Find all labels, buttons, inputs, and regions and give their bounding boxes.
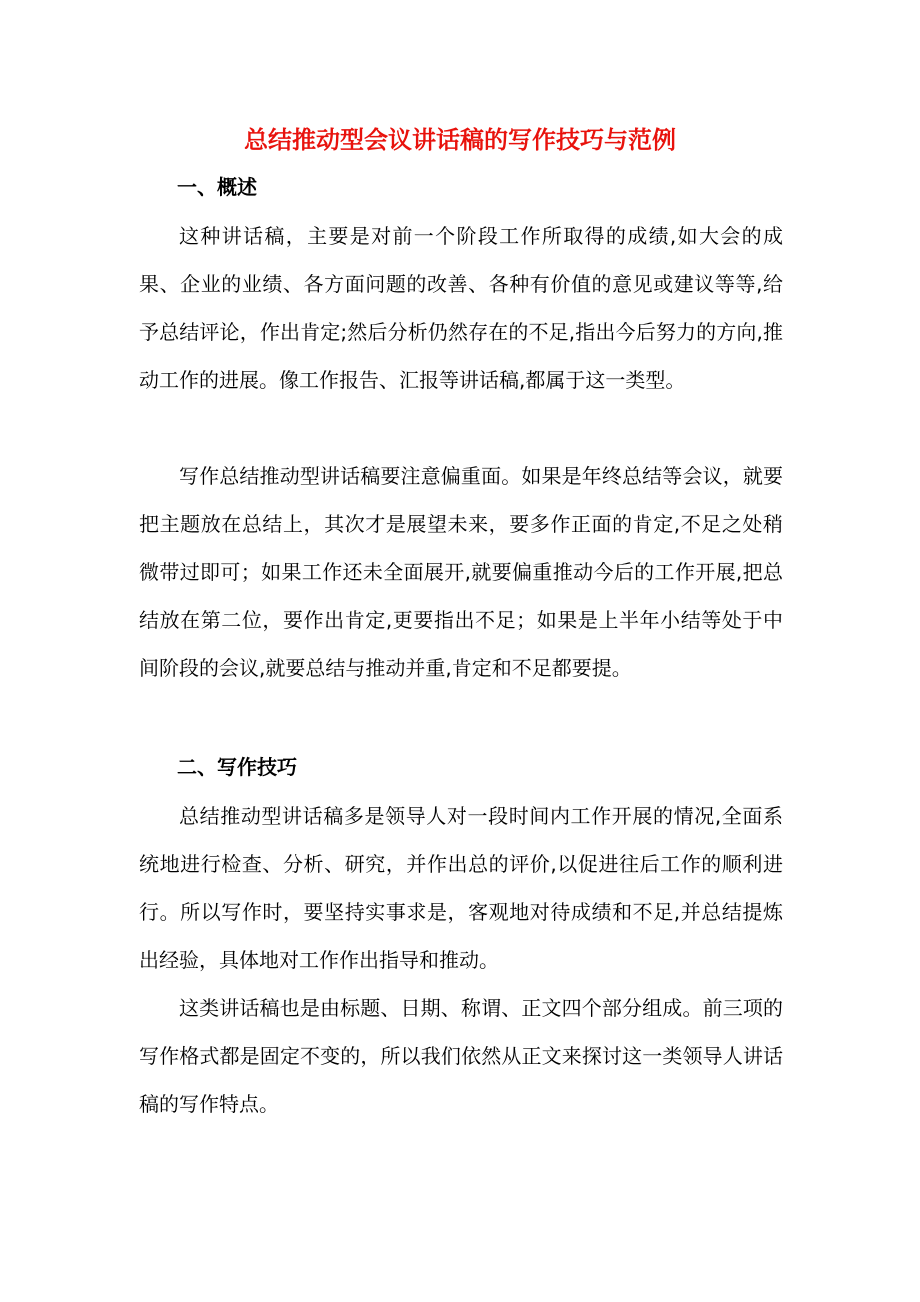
techniques-paragraph-2: 这类讲话稿也是由标题、日期、称谓、正文四个部分组成。前三项的写作格式都是固定不变的，所以我们依然从正文来探讨这一类领导人讲话稿的写作特点。 xyxy=(139,996,783,1116)
section-heading-techniques: 二、写作技巧 xyxy=(177,755,297,779)
overview-paragraph-1: 这种讲话稿，主要是对前一个阶段工作所取得的成绩,如大会的成果、企业的业绩、各方面问题的改善、各种有价值的意见或建议等等,给予总结评论，作出肯定;然后分析仍然存在的不足,指出今后努力的方向,推动工作的进展。像工作报告、汇报等讲话稿,都属于这一类型。 xyxy=(139,224,783,392)
techniques-paragraph-1: 总结推动型讲话稿多是领导人对一段时间内工作开展的情况,全面系统地进行检查、分析、研究，并作出总的评价,以促进往后工作的顺利进行。所以写作时，要坚持实事求是，客观地对待成绩和不足,并总结提炼出经验，具体地对工作作出指导和推动。 xyxy=(139,804,783,972)
section-heading-overview: 一、概述 xyxy=(177,175,257,199)
overview-paragraph-2: 写作总结推动型讲话稿要注意偏重面。如果是年终总结等会议，就要把主题放在总结上，其次才是展望未来，要多作正面的肯定,不足之处稍微带过即可；如果工作还未全面展开,就要偏重推动今后的工作开展,把总结放在第二位，要作出肯定,更要指出不足；如果是上半年小结等处于中间阶段的会议,就要总结与推动并重,肯定和不足都要提。 xyxy=(139,464,783,680)
page-title: 总结推动型会议讲话稿的写作技巧与范例 xyxy=(244,126,676,154)
